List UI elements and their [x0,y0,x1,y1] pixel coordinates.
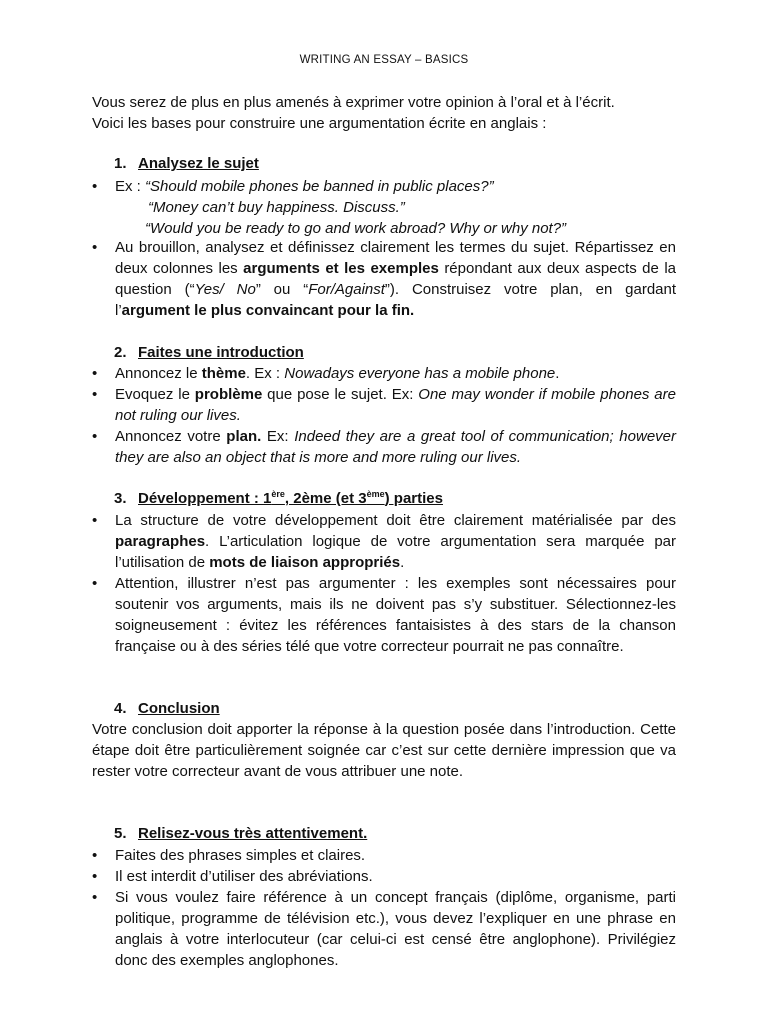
intro-paragraph [92,92,676,134]
bullet-glyph: • [92,512,98,529]
section-3-number: 3. [114,490,127,507]
section-4-number: 4. [114,700,127,717]
example-2: “Money can’t buy happiness. Discuss.” [148,199,405,216]
section-3-title: Développement : 1ère, 2ème (et 3ème) parties [138,489,443,507]
bullet-glyph: • [92,575,98,592]
section-1-title: Analysez le sujet [138,155,259,172]
intro-line-2: Voici les bases pour construire une argumentation écrite en anglais : [92,115,547,132]
bullet-glyph: • [92,428,98,445]
ex-label: Ex : [115,178,146,195]
section-1-number: 1. [114,155,127,172]
section-1-heading [114,153,259,174]
bullet-glyph: • [92,178,98,195]
example-3: “Would you be ready to go and work abroad? Why or why not?” [145,220,567,237]
section-2-number: 2. [114,344,127,361]
bullet-glyph: • [92,365,98,382]
section-2-title: Faites une introduction [138,344,304,361]
section-5-number: 5. [114,825,127,842]
bullet-glyph: • [92,386,98,403]
document-page: WRITING AN ESSAY – BASICS Vous serez de plus en plus amenés à exprimer votre opinion à l’oral et à l’écrit. Voici les bases pour construire une argumentation écrite en anglais : 1. Analysez le sujet • Ex : “Should mobile phones be banned in public places?” “Money can’t buy happiness. Discuss.” “Would you be ready to go and work abroad? Why or why not?” • Au brouillon, analysez et définissez clairement les termes du sujet. Répartissez en deux colonnes les arguments et les exemples répondant aux deux aspects de la question (“Yes/ No” ou “For/Against”). Construisez votre plan, en gardant l’argument le plus convaincant pour la fin. 2. Faites une introduction • Annoncez le thème. Ex : Nowadays everyone has a mobile phone. • Evoquez le problème que pose le sujet. Ex: One may wonder if mobile phones are not ruling our lives. • Annoncez votre plan. Ex: Indeed they are a great tool of communication; however they are also an object that is more and more ruling our lives. 3. Développement : 1ère, 2ème (et 3ème) parties • La structure de votre développement doit être clairement matérialisée par des paragraphes. L’articulation logique de votre argumentation sera marquée par l’utilisation de mots de liaison appropriés. • Attention, illustrer n’est pas argumenter : les exemples sont nécessaires pour soutenir vos arguments, mais ils ne doivent pas s’y substituer. Sélectionnez-les soigneusement : évitez les références fantaisistes à des stars de la chanson française ou à des séries télé que votre correcteur pourrait ne pas connaître. 4. Conclusion Votre conclusion doit apporter la réponse à la question posée dans l’introduction. Cette étape doit être particulièrement soignée car c’est sur cette dernière impression que va rester votre correcteur avant de vous attribuer une note. 5. Relisez-vous très attentivement. • Faites des phrases simples et claires. • Il est interdit d’utiliser des abréviations. • Si vous voulez faire référence à un concept français (diplôme, organisme, parti politique, programme de télévision etc.), vous devez l’expliquer en une phrase en anglais à votre interlocuteur (car celui-ci est censé être anglophone). Privilégiez donc des exemples anglophones. [0,0,768,1024]
section-4-title: Conclusion [138,700,220,717]
conclusion-paragraph: Votre conclusion doit apporter la réponse à la question posée dans l’introduction. Cette étape doit être particulièrement soignée car c’est sur cette dernière impression que va rester votre correcteur avant de vous attribuer une note. [92,721,676,780]
section-5-title: Relisez-vous très attentivement. [138,825,368,842]
section-3-heading [114,488,443,509]
bullet-glyph: • [92,889,98,906]
attention-text: Attention, illustrer n’est pas argumenter : les exemples sont nécessaires pour soutenir vos arguments, mais ils ne doivent pas s’y substituer. Sélectionnez-les soigneusement : évitez les références fantaisistes à des stars de la chanson française ou à des séries télé que votre correcteur pourrait ne pas connaître. [115,575,676,655]
section-2-heading [114,342,304,363]
bullet-glyph: • [92,239,98,256]
document-title: WRITING AN ESSAY – BASICS [299,54,469,66]
example-1: “Should mobile phones be banned in public places?” [145,178,494,195]
section-4-heading [114,698,220,719]
intro-line-1: Vous serez de plus en plus amenés à exprimer votre opinion à l’oral et à l’écrit. [92,94,615,111]
section-5-heading [114,823,367,844]
bullet-glyph: • [92,847,98,864]
bullet-glyph: • [92,868,98,885]
